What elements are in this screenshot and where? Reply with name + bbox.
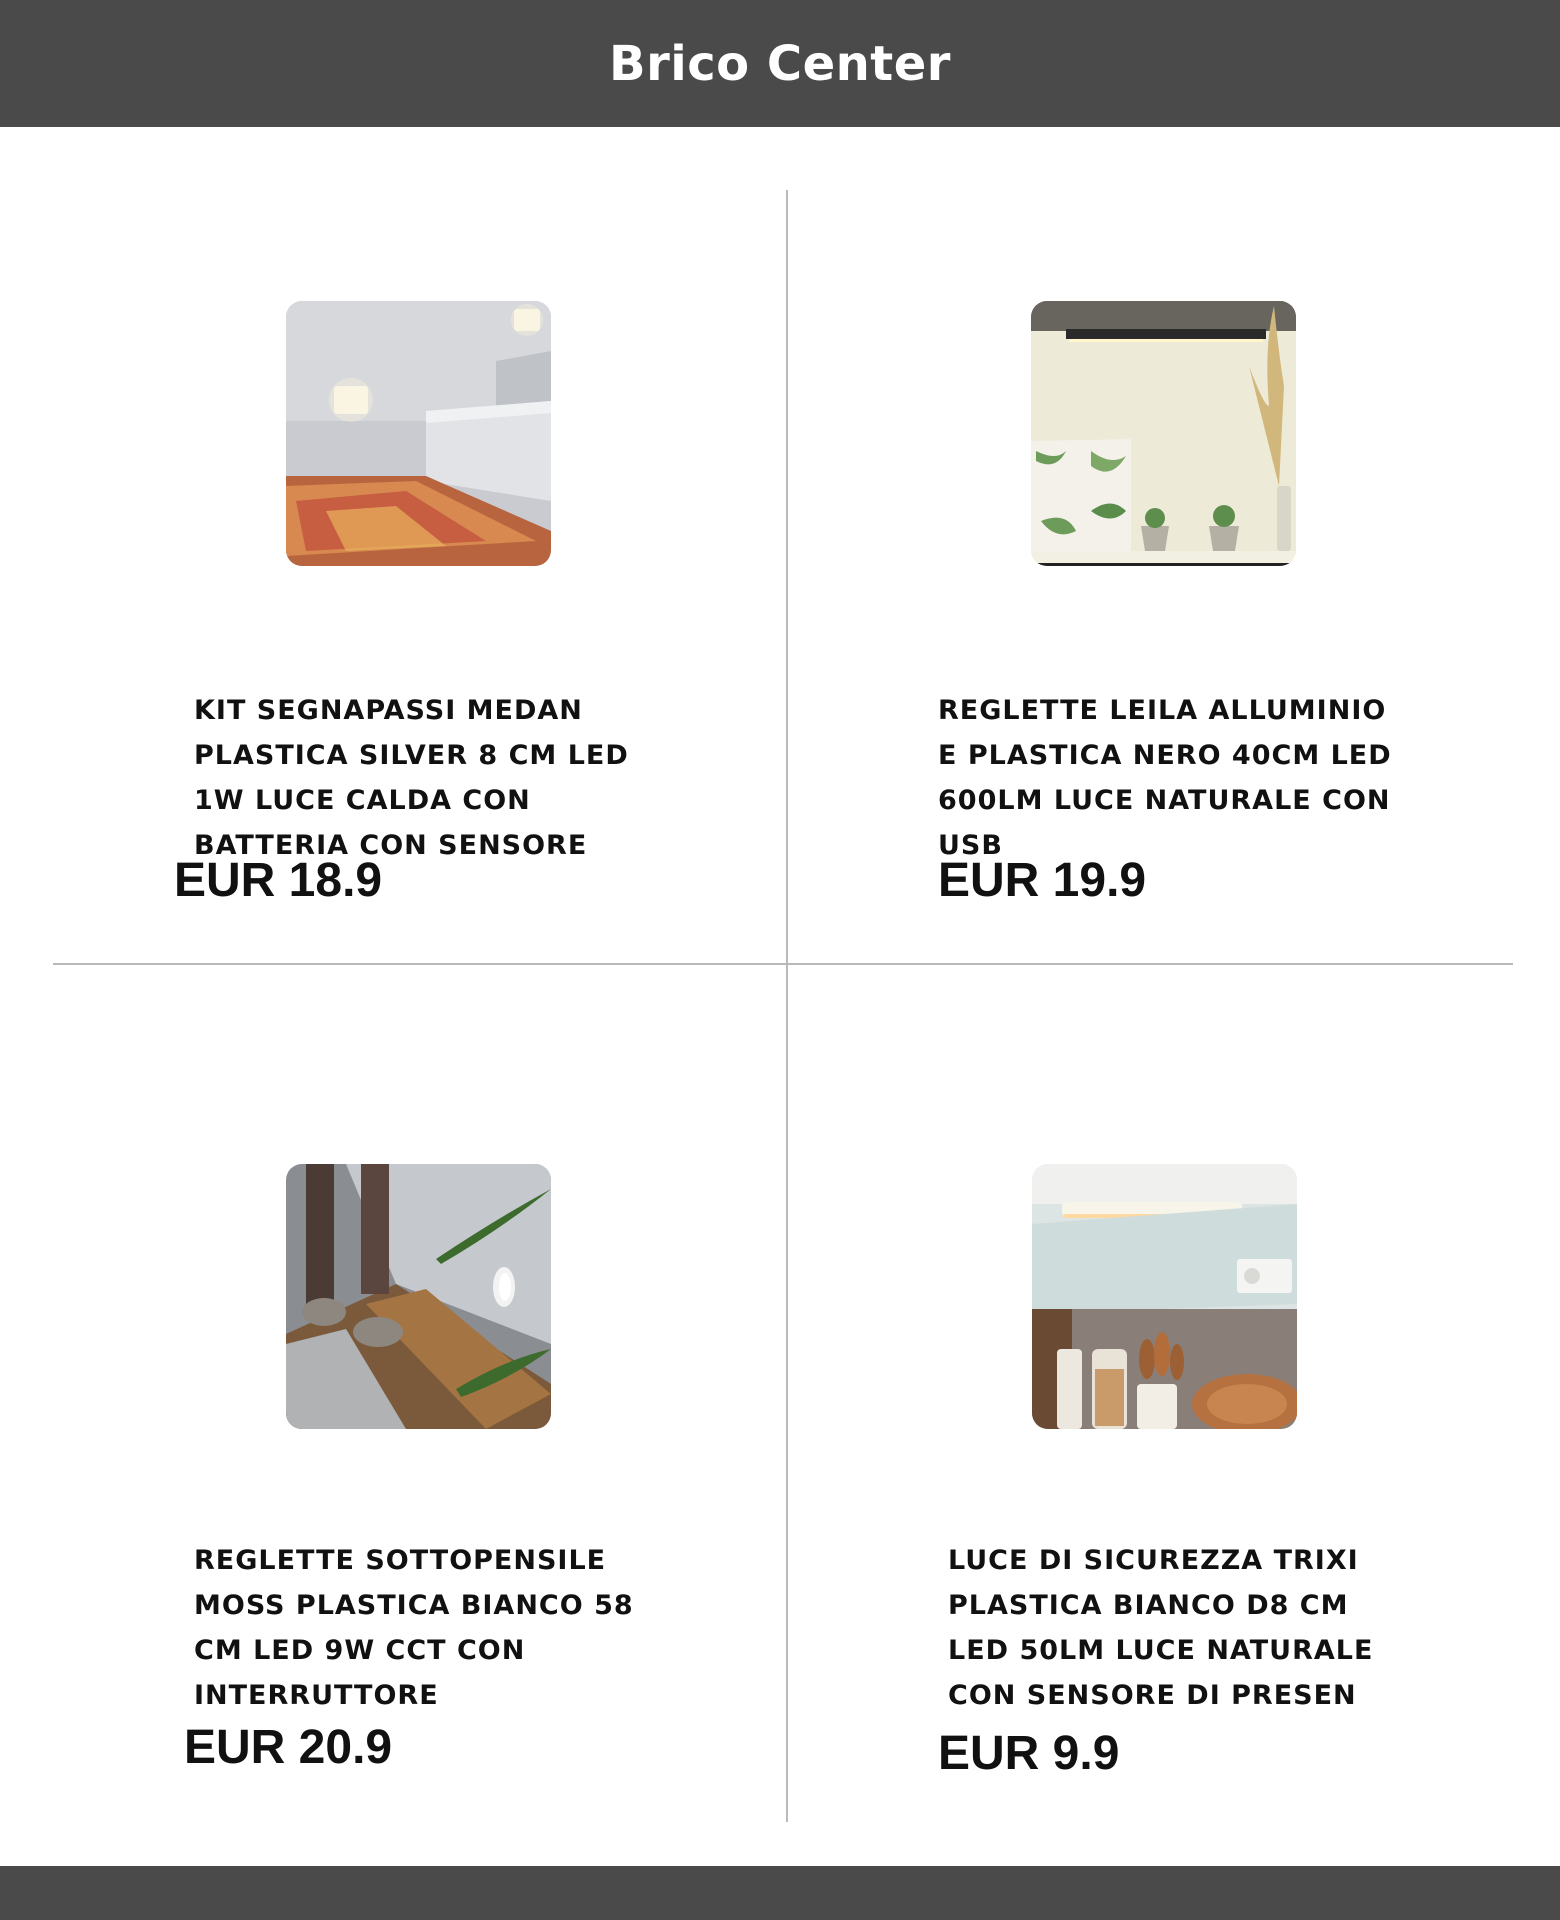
reglette-moss-photo bbox=[286, 1164, 551, 1429]
reglette-leila-photo bbox=[1031, 301, 1296, 566]
footer-bar bbox=[0, 1866, 1560, 1920]
header-bar bbox=[0, 0, 1560, 127]
product-image-luce-trixi[interactable] bbox=[1032, 1164, 1297, 1429]
vertical-divider bbox=[786, 190, 788, 1822]
product-price: EUR 9.9 bbox=[938, 1727, 1120, 1780]
product-image-step-light[interactable] bbox=[286, 301, 551, 566]
product-name[interactable]: REGLETTE SOTTOPENSILE MOSS PLASTICA BIANCO 58 CM LED 9W CCT CON INTERRUTTORE bbox=[194, 1545, 634, 1711]
product-name[interactable]: REGLETTE LEILA ALLUMINIO E PLASTICA NERO 40CM LED 600LM LUCE NATURALE CON USB bbox=[938, 695, 1392, 861]
product-price: EUR 20.9 bbox=[184, 1721, 393, 1774]
product-image-reglette-moss[interactable] bbox=[286, 1164, 551, 1429]
horizontal-divider bbox=[53, 963, 1513, 965]
step-light-photo bbox=[286, 301, 551, 566]
product-price: EUR 19.9 bbox=[938, 854, 1147, 907]
product-name[interactable]: LUCE DI SICUREZZA TRIXI PLASTICA BIANCO D8 CM LED 50LM LUCE NATURALE CON SENSORE DI PRESEN bbox=[948, 1545, 1374, 1711]
store-title: Brico Center bbox=[609, 35, 951, 92]
product-name[interactable]: KIT SEGNAPASSI MEDAN PLASTICA SILVER 8 CM LED 1W LUCE CALDA CON BATTERIA CON SENSORE bbox=[194, 695, 629, 861]
luce-trixi-photo bbox=[1032, 1164, 1297, 1429]
product-image-reglette-leila[interactable] bbox=[1031, 301, 1296, 566]
product-price: EUR 18.9 bbox=[174, 854, 383, 907]
